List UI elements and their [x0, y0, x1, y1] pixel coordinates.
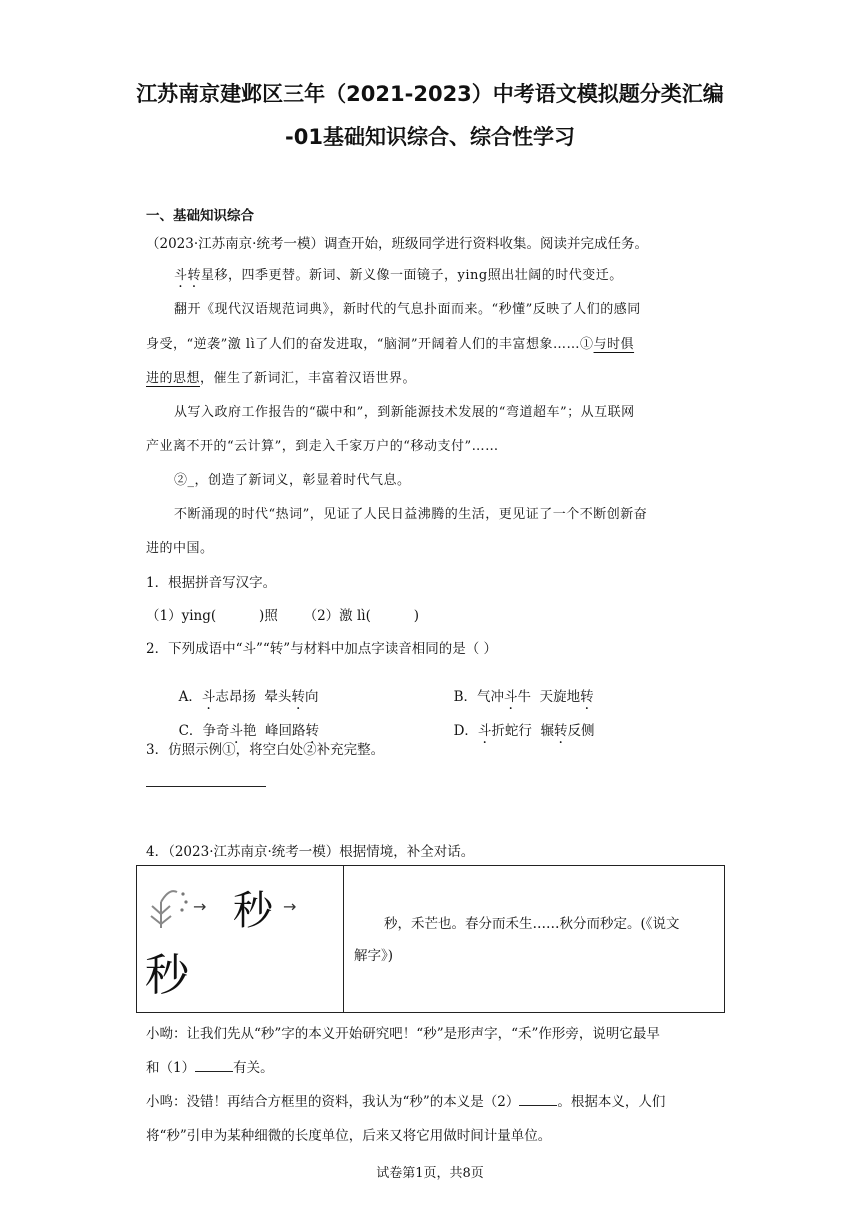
fill-blank-2[interactable] — [519, 1093, 557, 1106]
character-evolution-cell — [137, 866, 344, 1013]
question-1: 1．根据拼音写汉字。 — [146, 575, 277, 591]
passage-paragraph-5: 不断涌现的时代“热词”，见证了人民日益沸腾的生活，更见证了一个不断创新奋 — [174, 507, 648, 522]
dotted-char: 转 — [187, 268, 202, 283]
option-d[interactable]: D．斗折蛇行 辗转反侧 — [453, 723, 595, 739]
question-1-subparts: （1）ying( )照 （2）激 lì( ) — [146, 608, 420, 624]
oracle-bone-grain-icon — [151, 891, 177, 928]
passage-paragraph-2-end: 进的思想，催生了新词汇，丰富着汉语世界。 — [146, 371, 417, 386]
question-3: 3．仿照示例①，将空白处②补充完整。 — [146, 742, 385, 758]
passage-paragraph-2-cont: 身受，“逆袭”激 lì了人们的奋发进取，“脑洞”开阔着人们的丰富想象……①与时俱 — [146, 337, 635, 352]
arrow-icon: → — [193, 897, 207, 916]
dialogue-xiaoyou: 小呦：让我们先从“秒”字的本义开始研究吧！“秒”是形声字，“禾”作形旁，说明它最早 — [146, 1026, 660, 1042]
seal-script-char: 秒 — [233, 888, 273, 934]
material-box — [136, 865, 725, 1013]
modern-char: 秒 — [145, 950, 189, 1001]
option-a[interactable]: A．斗志昂扬 晕头转向 — [178, 689, 319, 705]
arrow-icon: → — [283, 897, 297, 916]
dialogue-xiaoyou-cont: 和（1） 有关。 — [146, 1060, 274, 1076]
page-title-line1: 江苏南京建邺区三年（2021-2023）中考语文模拟题分类汇编 — [136, 82, 724, 106]
dotted-char: 斗 — [174, 268, 188, 283]
option-c[interactable]: C．争奇斗艳 峰回路转 — [178, 723, 320, 739]
quote-cell — [344, 866, 725, 1013]
passage-paragraph-2: 翻开《现代汉语规范词典》，新时代的气息扑面而来。“秒懂”反映了人们的感同 — [174, 302, 641, 317]
dialogue-xiaoming: 小鸣：没错！再结合方框里的资料，我认为“秒”的本义是（2） 。根据本义，人们 — [146, 1094, 666, 1110]
shuowen-quote-line2: 解字》) — [354, 948, 394, 964]
answer-line[interactable] — [146, 786, 266, 787]
underlined-phrase: 与时俱 — [593, 337, 635, 352]
page-footer: 试卷第1页，共8页 — [376, 1166, 484, 1181]
dots-icon — [180, 892, 187, 911]
underlined-phrase: 进的思想 — [146, 371, 201, 386]
dialogue-xiaoming-cont: 将“秒”引申为某种细微的长度单位，后来又将它用做时间计量单位。 — [146, 1128, 552, 1144]
passage-paragraph-3: 从写入政府工作报告的“碳中和”，到新能源技术发展的“弯道超车”；从互联网 — [174, 405, 635, 420]
fill-blank-1[interactable] — [195, 1059, 233, 1072]
passage-intro: （2023·江苏南京·统考一模）调查开始，班级同学进行资料收集。阅读并完成任务。 — [146, 236, 648, 252]
shuowen-quote-line1: 秒，禾芒也。春分而禾生……秋分而秒定。(《说文 — [384, 916, 680, 932]
option-b[interactable]: B．气冲斗牛 天旋地转 — [453, 689, 594, 705]
passage-paragraph-3-cont: 产业离不开的“云计算”，到走入千家万户的“移动支付”…… — [146, 439, 499, 454]
character-evolution-figure — [137, 866, 343, 1012]
question-2: 2．下列成语中“斗”“转”与材料中加点字读音相同的是（ ） — [146, 641, 497, 657]
passage-paragraph-4: ②_，创造了新词义，彰显着时代气息。 — [174, 473, 411, 488]
page-title-line2: -01基础知识综合、综合性学习 — [285, 125, 575, 149]
question-4: 4．（2023·江苏南京·统考一模）根据情境，补全对话。 — [146, 844, 475, 860]
section-heading: 一、基础知识综合 — [146, 208, 254, 224]
passage-paragraph-1: 斗转星移，四季更替。新词、新义像一面镜子，ying照出壮阔的时代变迁。 — [174, 268, 623, 283]
passage-paragraph-5-cont: 进的中国。 — [146, 541, 214, 556]
